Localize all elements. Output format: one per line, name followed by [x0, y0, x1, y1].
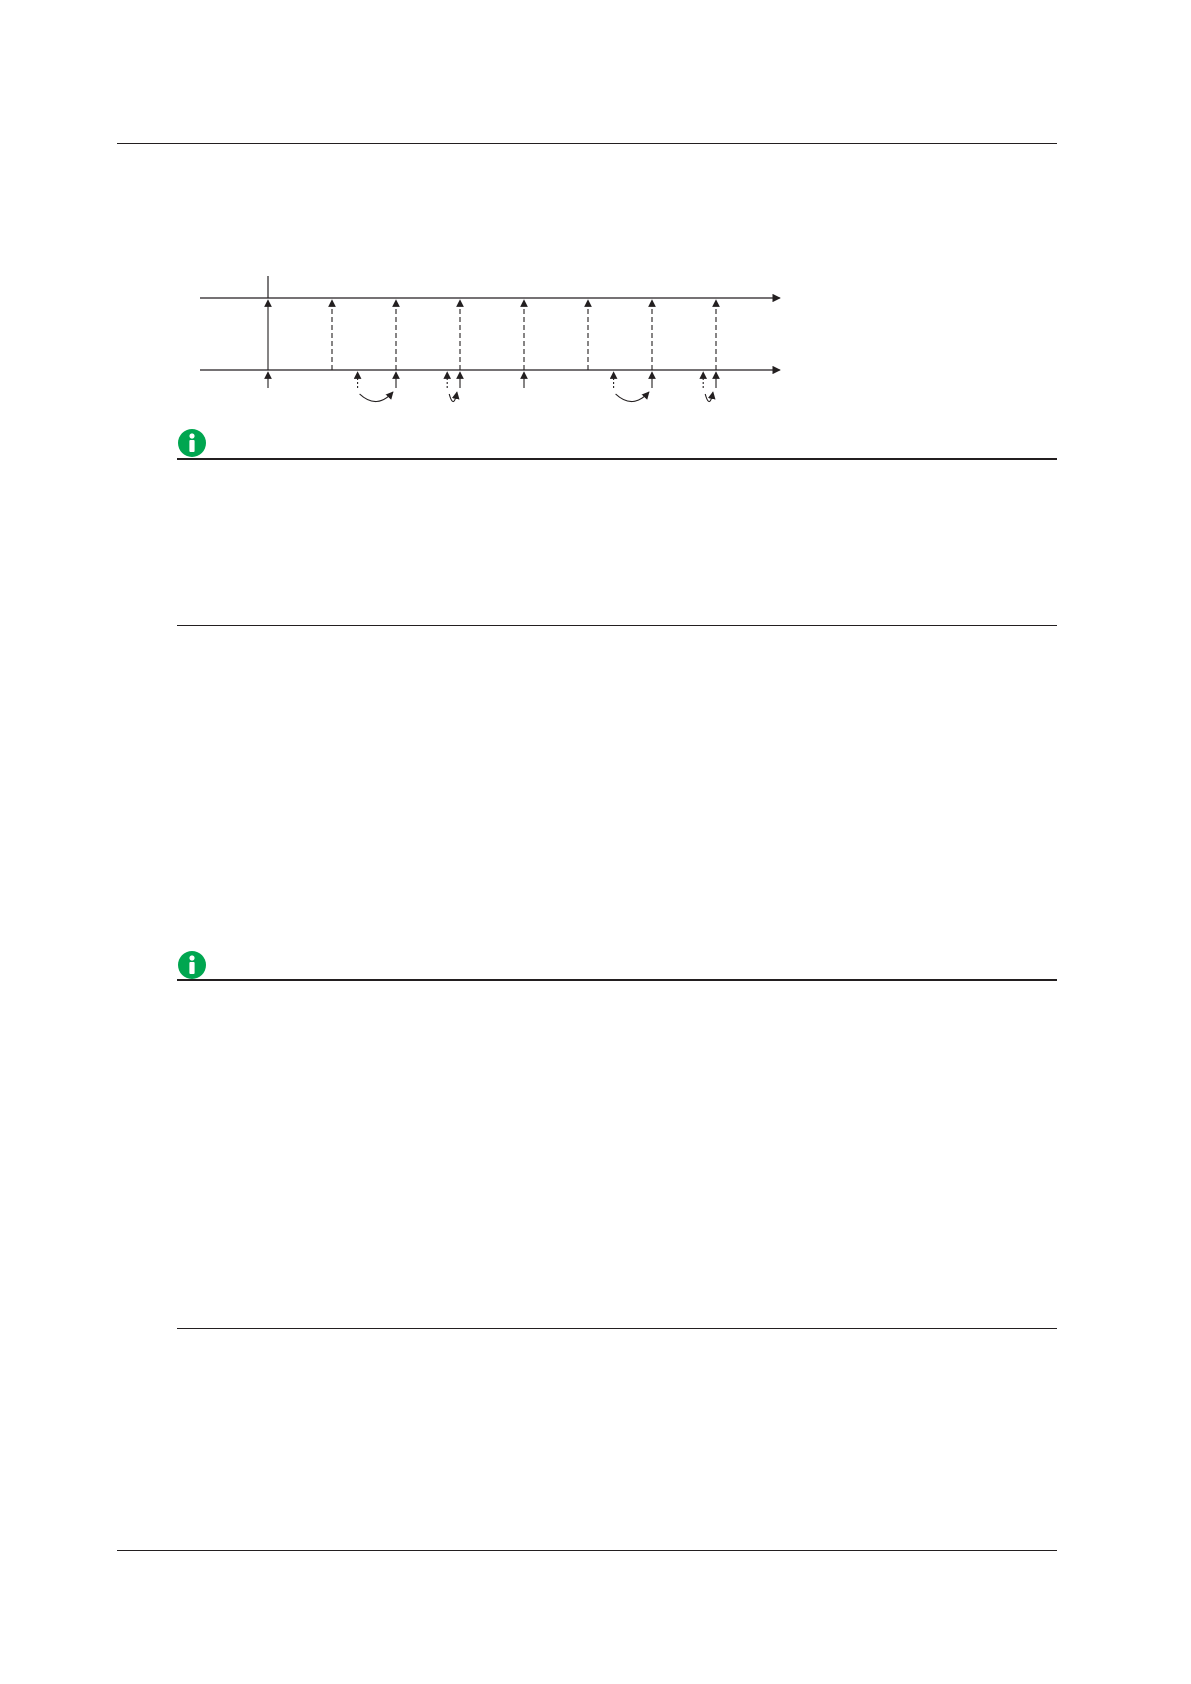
- info-note-icon: [177, 950, 207, 980]
- note-end-divider: [177, 625, 1057, 626]
- page-header-rule: [117, 143, 1057, 144]
- timing-diagram: [190, 258, 790, 418]
- note-divider: [177, 979, 1057, 981]
- note-divider: [177, 458, 1057, 460]
- page-footer-rule: [117, 1550, 1057, 1551]
- note-end-divider: [177, 1328, 1057, 1329]
- shift-curve-arrow: [449, 392, 457, 402]
- info-note-icon: [177, 428, 207, 458]
- shift-curve-arrow: [705, 392, 713, 402]
- shift-curve-arrow: [360, 392, 393, 402]
- shift-curve-arrow: [616, 392, 649, 402]
